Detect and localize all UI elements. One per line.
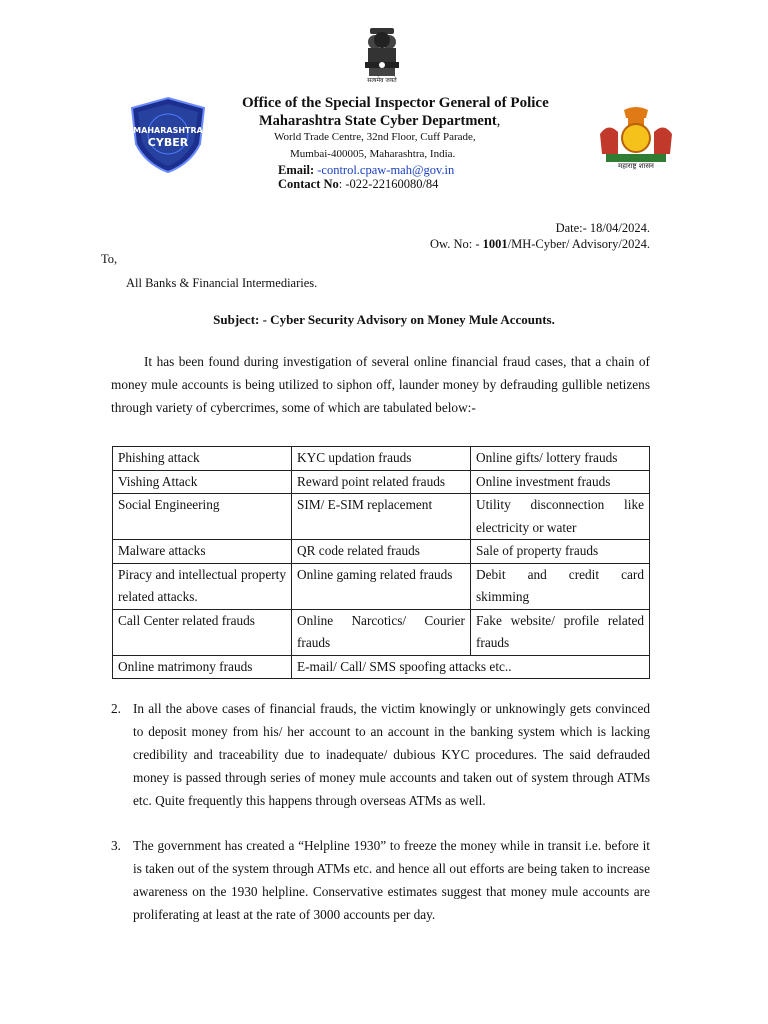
table-cell: Reward point related frauds — [292, 470, 471, 494]
table-cell: Malware attacks — [113, 540, 292, 564]
paragraph-2-text: In all the above cases of financial frauds, the victim knowingly or unknowingly gets convinced to deposit money from his/ her account to an account in the banking system which is lacking credibility and traceability due to inadequate/ dubious KYC procedures. The said defrauded money is passed through series of money mule accounts and taken out of system through ATMs etc. Quite frequently this happens through overseas ATMs as well. — [133, 701, 650, 808]
table-cell: Online investment frauds — [471, 470, 650, 494]
table-row — [113, 563, 650, 609]
fraud-types-table — [112, 446, 650, 679]
email-link[interactable]: -control.cpaw-mah@gov.in — [314, 163, 455, 177]
address-line-2: Mumbai-400005, Maharashtra, India. — [290, 148, 456, 160]
cyber-logo-text-1: MAHARASHTRA — [133, 126, 203, 135]
national-emblem-icon — [356, 20, 408, 90]
maharashtra-cyber-logo — [128, 96, 208, 174]
office-title: Office of the Special Inspector General of Police — [242, 95, 549, 111]
email-label: Email: — [278, 163, 315, 177]
table-row — [113, 470, 650, 494]
maharashtra-seal-icon — [594, 104, 678, 176]
outward-number — [430, 237, 650, 252]
table-cell: Online matrimony frauds — [113, 655, 292, 679]
table-cell: Vishing Attack — [113, 470, 292, 494]
address-line-1: World Trade Centre, 32nd Floor, Cuff Parade, — [274, 131, 476, 143]
contact-line — [278, 177, 438, 192]
department-title — [259, 113, 500, 130]
outward-number-value: 1001 — [482, 237, 508, 251]
paragraph-1: It has been found during investigation of several online financial fraud cases, that a chain of money mule accounts is being utilized to siphon off, launder money by defrauding gullible netizens through variety of cybercrimes, some of which are tabulated below:- — [111, 354, 650, 415]
paragraph-2 — [111, 697, 650, 812]
paragraph-3-number: 3. — [111, 838, 121, 853]
table-cell: Piracy and intellectual property related attacks. — [113, 563, 292, 609]
table-cell: Online Narcotics/ Courier frauds — [292, 609, 471, 655]
table-cell: Fake website/ profile related frauds — [471, 609, 650, 655]
outward-prefix: Ow. No: - — [429, 237, 483, 251]
letter-date: Date:- 18/04/2024. — [555, 221, 650, 235]
outward-suffix: /MH-Cyber/ Advisory/2024. — [507, 237, 650, 251]
table-cell: Online gifts/ lottery frauds — [471, 447, 650, 471]
department-suffix: , — [496, 113, 501, 129]
table-row — [113, 540, 650, 564]
table-cell: Utility disconnection like electricity or water — [471, 494, 650, 540]
table-cell: Social Engineering — [113, 494, 292, 540]
subject-line: Subject: - Cyber Security Advisory on Money Mule Accounts. — [213, 312, 555, 327]
table-cell: Online gaming related frauds — [292, 563, 471, 609]
table-cell: SIM/ E-SIM replacement — [292, 494, 471, 540]
table-cell: E-mail/ Call/ SMS spoofing attacks etc.. — [292, 655, 650, 679]
table-cell: Sale of property frauds — [471, 540, 650, 564]
paragraph-3-text: The government has created a “Helpline 1930” to freeze the money while in transit i.e. before it is taken out of the system through ATMs etc. and hence all out efforts are being taken to increase awareness on the 1930 helpline. Conservative estimates suggest that money mule accounts are proliferating at least at the rate of 3000 accounts per day. — [133, 838, 650, 922]
contact-label: Contact No — [278, 177, 339, 191]
cyber-logo-text-2: CYBER — [147, 136, 189, 149]
table-cell: Debit and credit card skimming — [471, 563, 650, 609]
seal-caption: महाराष्ट्र शासन — [618, 162, 654, 170]
to-label: To, — [101, 252, 118, 266]
table-cell: Call Center related frauds — [113, 609, 292, 655]
email-line — [278, 163, 454, 178]
emblem-motto: सत्यमेव जयते — [367, 77, 397, 84]
addressee: All Banks & Financial Intermediaries. — [126, 276, 318, 290]
table-row — [113, 655, 650, 679]
table-cell: QR code related frauds — [292, 540, 471, 564]
contact-value: : -022-22160080/84 — [338, 177, 439, 191]
table-cell: KYC updation frauds — [292, 447, 471, 471]
paragraph-2-number: 2. — [111, 701, 121, 716]
table-row — [113, 494, 650, 540]
table-row — [113, 609, 650, 655]
department-name: Maharashtra State Cyber Department — [259, 113, 497, 129]
paragraph-3 — [111, 834, 650, 926]
table-row — [113, 447, 650, 471]
table-cell: Phishing attack — [113, 447, 292, 471]
